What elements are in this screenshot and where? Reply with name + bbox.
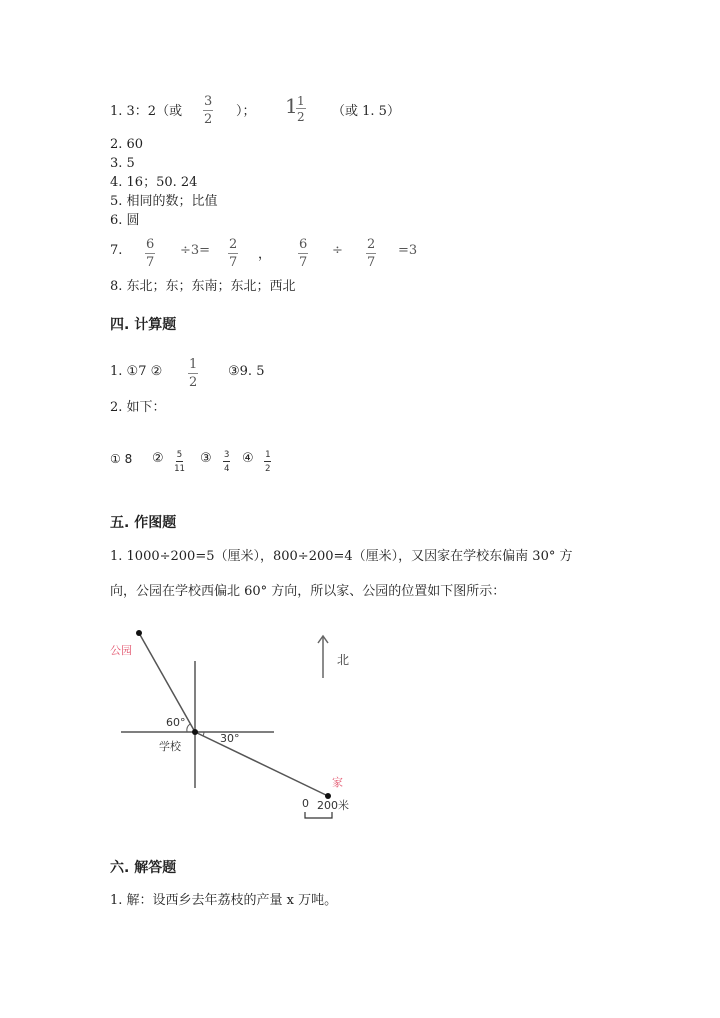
answer-3-7-comma: ， xyxy=(258,247,272,262)
answer-3-1-mid: ）； xyxy=(236,104,256,119)
fraction-1-over-2: $\frac{1}{2}$ xyxy=(189,357,198,390)
answer-5-1-line2: 向，公园在学校西偏北 60° 方向，所以家、公园的位置如下图所示： xyxy=(110,584,506,599)
mixed-number-whole: 1 xyxy=(285,94,298,118)
result-1: ① 8 xyxy=(110,452,133,466)
section-5-heading: 五. 作图题 xyxy=(110,515,177,531)
fraction-1-over-2-small: $\frac{1}{2}$ xyxy=(265,450,271,474)
fraction-3-over-2: $\frac{3}{2}$ xyxy=(204,94,213,127)
answer-3-7-op1: ÷3= xyxy=(180,243,211,258)
result-4-label: ④ xyxy=(242,451,254,466)
answer-3-4: 4. 16；50. 24 xyxy=(110,175,198,190)
section-6-heading: 六. 解答题 xyxy=(110,860,177,876)
answer-4-2: 2. 如下： xyxy=(110,400,166,415)
answer-3-1-prefix: 1. 3：2（或 xyxy=(110,104,183,119)
fraction-2-over-7-a: $\frac{2}{7}$ xyxy=(229,237,238,270)
result-2-label: ② xyxy=(152,451,164,466)
north-label: 北 xyxy=(337,653,350,667)
answer-3-7-prefix: 7. xyxy=(110,243,123,258)
answer-4-1-suffix: ③9. 5 xyxy=(228,364,265,379)
answer-3-7-op2: ÷ xyxy=(332,243,343,258)
scale-value-label: 200米 xyxy=(317,799,349,812)
answer-3-7-result: =3 xyxy=(398,243,418,258)
answer-3-1-suffix: （或 1. 5） xyxy=(332,104,400,119)
scale-zero-label: 0 xyxy=(302,797,309,810)
park-label: 公园 xyxy=(110,644,132,657)
section-4-heading: 四. 计算题 xyxy=(110,317,177,333)
answer-5-1-line1: 1. 1000÷200=5（厘米），800÷200=4（厘米），又因家在学校东偏南 30° 方 xyxy=(110,549,573,564)
answer-3-3: 3. 5 xyxy=(110,156,135,171)
answer-6-1-line1: 1. 解：设西乡去年荔枝的产量 x 万吨。 xyxy=(110,893,338,908)
answer-3-8: 8. 东北；东；东南；东北；西北 xyxy=(110,279,296,294)
school-label: 学校 xyxy=(159,740,181,753)
answer-4-1-prefix: 1. ①7 ② xyxy=(110,364,163,379)
mixed-number-fraction: $\frac{1}{2}$ xyxy=(297,94,305,124)
result-3-label: ③ xyxy=(200,451,212,466)
home-label: 家 xyxy=(332,776,343,789)
angle-30-label: 30° xyxy=(220,732,240,745)
answer-3-2: 2. 60 xyxy=(110,137,144,152)
fraction-5-over-11: $\frac{5}{11}$ xyxy=(174,450,185,474)
fraction-6-over-7-b: $\frac{6}{7}$ xyxy=(299,237,308,270)
angle-60-label: 60° xyxy=(166,716,186,729)
fraction-3-over-4: $\frac{3}{4}$ xyxy=(224,450,230,474)
answer-3-6: 6. 圆 xyxy=(110,213,140,228)
fraction-6-over-7-a: $\frac{6}{7}$ xyxy=(146,237,155,270)
answer-3-5: 5. 相同的数；比值 xyxy=(110,194,218,209)
fraction-2-over-7-b: $\frac{2}{7}$ xyxy=(367,237,376,270)
